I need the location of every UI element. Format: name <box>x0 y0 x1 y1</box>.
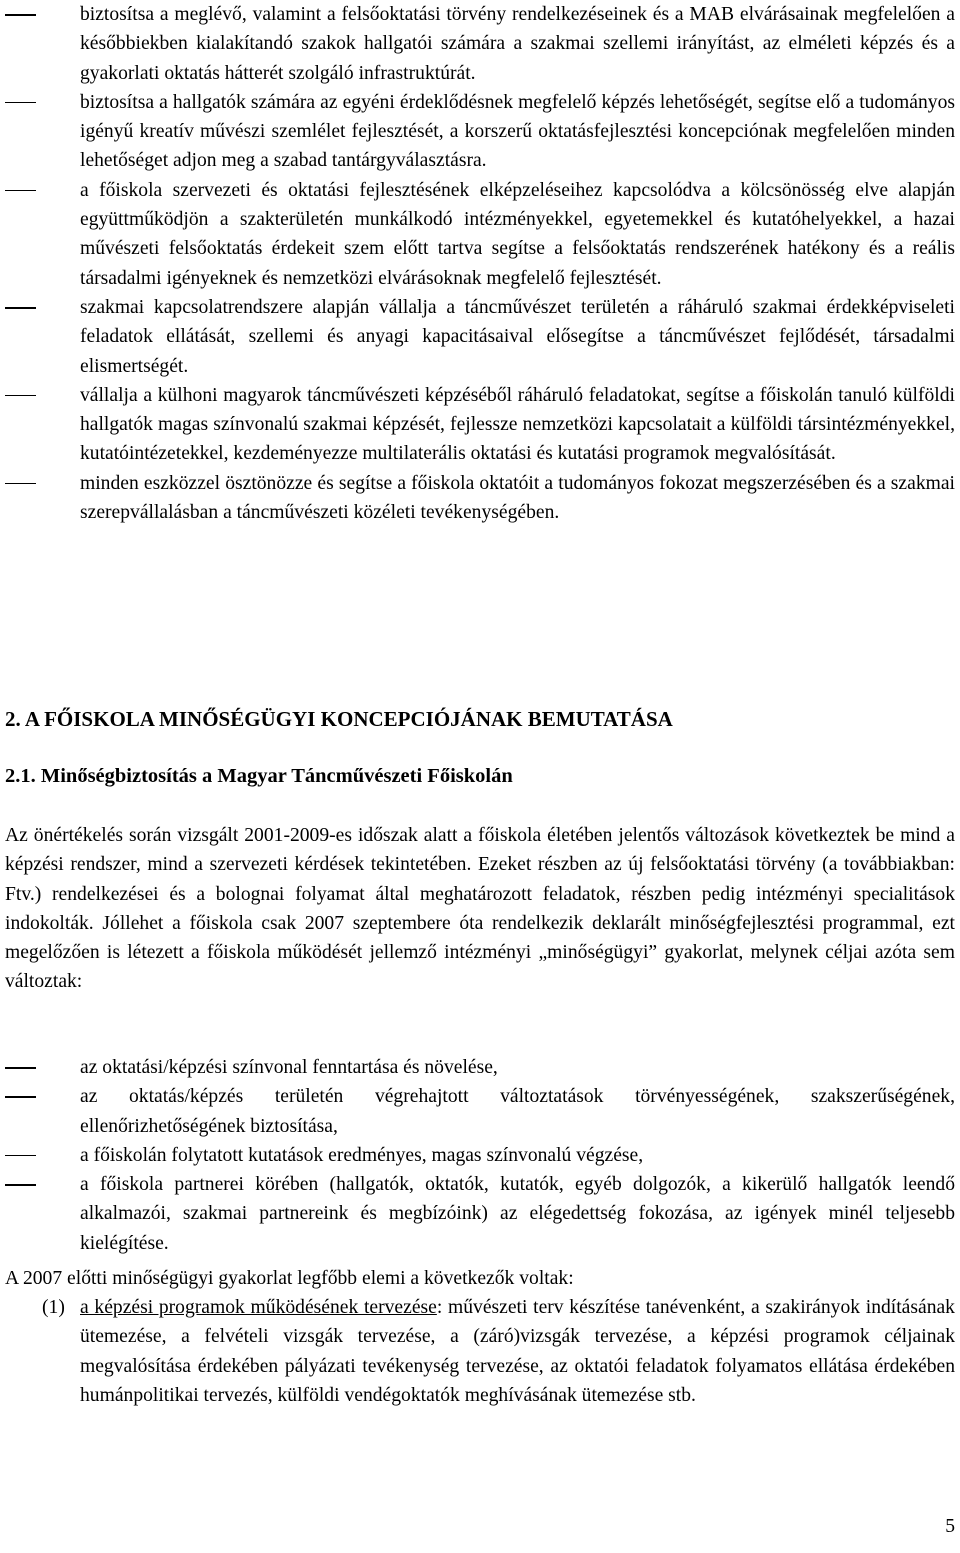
item-text: : művészeti terv készítése tanévenként, a szakirányok indításának ütemezése, a felvételi vizsgák tervezése, a (záró)vizsgák tervezése, a képzési programok céljainak megvalósítása érdekében pályázati tevékenység tervezése, az oktatói feladatok folyamatos ellátása érdekében humánpolitikai tervezés, külföldi vendégoktatók meghívásának ütemezése stb. <box>80 1297 955 1406</box>
dash-bullet <box>5 14 36 16</box>
section-title: 2. A FŐISKOLA MINŐSÉGÜGYI KONCEPCIÓJÁNAK BEMUTATÁSA <box>5 707 673 731</box>
list-item: a főiskola szervezeti és oktatási fejlesztésének elképzeléseihez kapcsolódva a kölcsönösség elve alapján együttműködjön a szakterületén munkálkodó intézményekkel, egyetemekkel és kutatóhelyekkel, a hazai művészeti felsőoktatás érdekeit szem előtt tartva segítse a felsőoktatás rendszerének hatékony és a reális társadalmi igényeknek és nemzetközi elvárásoknak megfelelő fejlesztését. <box>0 176 960 293</box>
dash-bullet <box>5 307 36 309</box>
list-item: a főiskola partnerei körében (hallgatók, oktatók, kutatók, egyéb dolgozók, a kikerülő hallgatók leendő alkalmazói, szakmai partnereink és megbízóink) az elégedettség fokozása, az igények minél teljesebb kielégítése. <box>0 1170 960 1258</box>
dash-bullet <box>5 1096 36 1098</box>
dash-bullet <box>5 190 36 192</box>
elements-intro: A 2007 előtti minőségügyi gyakorlat legfőbb elemi a következők voltak: <box>5 1268 574 1289</box>
list-item: vállalja a külhoni magyarok táncművészeti képzéséből ráháruló feladatokat, segítse a főiskolán tanuló külföldi hallgatók magas színvonalú szakmai képzését, fejlessze nemzetközi kapcsolatait a külföldi társintézményekkel, kutatóintézetekkel, kezdeményezze multilaterális oktatási és kutatási programok megvalósítását. <box>0 381 960 469</box>
item-underlined-title: a képzési programok működésének tervezése <box>80 1297 437 1318</box>
numbered-item <box>0 1293 960 1410</box>
dash-bullet <box>5 1155 36 1157</box>
goals-list <box>0 0 960 527</box>
dash-bullet <box>5 1184 36 1186</box>
list-item: az oktatás/képzés területén végrehajtott változtatások törvényességének, szakszerűségének, ellenőrizhetőségének biztosítása, <box>0 1082 960 1141</box>
dash-bullet <box>5 483 36 485</box>
dash-bullet <box>5 1067 36 1069</box>
quality-goals-list <box>0 1053 960 1258</box>
list-item: minden eszközzel ösztönözze és segítse a főiskola oktatóit a tudományos fokozat megszerzésében és a szakmai szerepvállalásban a táncművészeti közéleti tevékenységében. <box>0 469 960 528</box>
dash-bullet <box>5 395 36 397</box>
list-item: szakmai kapcsolatrendszere alapján vállalja a táncművészet területén a ráháruló szakmai érdekképviseleti feladatok ellátását, szellemi és anyagi kapacitásaival elősegítse a táncművészet fejlődését, társadalmi elismertségét. <box>0 293 960 381</box>
list-item: a főiskolán folytatott kutatások eredményes, magas színvonalú végzése, <box>0 1141 960 1170</box>
subsection-title: 2.1. Minőségbiztosítás a Magyar Táncművészeti Főiskolán <box>5 765 513 787</box>
page-number: 5 <box>945 1516 955 1537</box>
list-item: biztosítsa a meglévő, valamint a felsőoktatási törvény rendelkezéseinek és a MAB elvárásainak megfelelően a későbbiekben kialakítandó szakok hallgatói számára a szakmai szellemi irányítást, az elméleti képzés és a gyakorlati oktatás hátterét szolgáló infrastruktúrát. <box>0 0 960 88</box>
list-item: az oktatási/képzési színvonal fenntartása és növelése, <box>0 1053 960 1082</box>
intro-paragraph: Az önértékelés során vizsgált 2001-2009-es időszak alatt a főiskola életében jelentős változások következtek be mind a képzési rendszer, mind a szervezeti kérdések tekintetében. Ezeket részben az új felsőoktatási törvény (a továbbiakban: Ftv.) rendelkezései és a bolognai folyamat által meghatározott feladatok, részben pedig intézményi specialitások indokolták. Jóllehet a főiskola csak 2007 szeptembere óta rendelkezik deklarált minőségfejlesztési programmal, ezt megelőzően is létezett a főiskola működését jellemző intézményi „minőségügyi” gyakorlat, melynek céljai azóta sem változtak: <box>5 825 955 993</box>
dash-bullet <box>5 102 36 104</box>
list-item: biztosítsa a hallgatók számára az egyéni érdeklődésnek megfelelő képzés lehetőségét, segítse elő a tudományos igényű kreatív művészi szemlélet fejlesztését, a korszerű oktatásfejlesztési koncepciónak megfelelően minden lehetőséget adjon meg a szabad tantárgyválasztásra. <box>0 88 960 176</box>
item-number: (1) <box>42 1297 65 1318</box>
